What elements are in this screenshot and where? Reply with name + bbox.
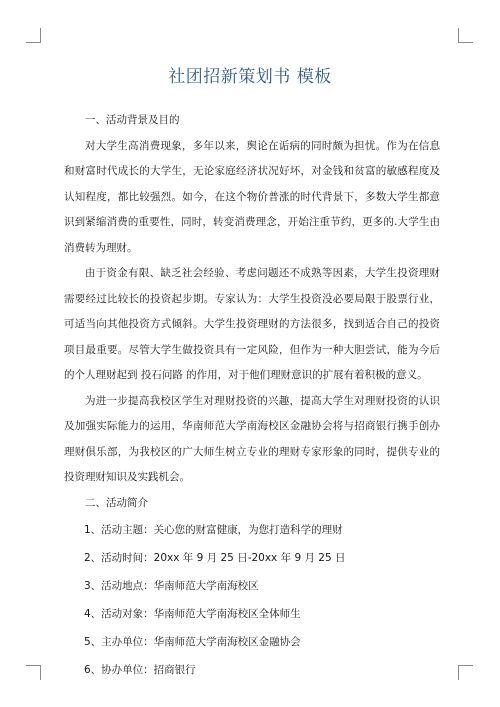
- paragraph: 为进一步提高我校区学生对理财投资的兴趣，提高大学生对理财投资的认识及加强实际能力的运用，华南师范大学南海校区金融协会将与招商银行携手创办理财俱乐部，为我校区的广大师生树立专业的理财专家形象的同时，提供专业的投资理财知识及实践机会。: [64, 394, 440, 483]
- list-item: 2、活动时间：20xx 年 9 月 25 日-20xx 年 9 月 25 日: [84, 552, 346, 564]
- list-item: 3、活动地点：华南师范大学南海校区: [84, 580, 259, 592]
- paragraph: 由于资金有限、缺乏社会经验、考虑问题还不成熟等因素，大学生投资理财需要经过比较长的投资起步期。专家认为：大学生投资没必要局限于股票行业，可适当向其他投资方式倾斜。大学生投资理财的方法很多，找到适合自己的投资项目最重要。尽管大学生做投资具有一定风险，但作为一种大胆尝试，能为今后的个人理财起到 投石问路 的作用，对于他们理财意识的扩展有着积极的意义。: [64, 267, 440, 381]
- crop-mark-bottom-left: [26, 665, 41, 680]
- list-item: 6、协办单位：招商银行: [84, 664, 196, 676]
- paragraph: 对大学生高消费现象，多年以来，舆论在诟病的同时颇为担忧。作为在信息和财富时代成长的大学生，无论家庭经济状况好坏，对金钱和贫富的敏感程度及认知程度，都比较强烈。如今，在这个物价普涨的时代背景下，多数大学生都意识到紧缩消费的重要性，同时，转变消费理念，开始注重节约，更多的.大学生由消费转为理财。: [64, 139, 440, 254]
- crop-mark-top-left: [26, 28, 41, 43]
- crop-mark-bottom-right: [458, 665, 473, 680]
- document-title: 社团招新策划书 模板: [168, 67, 332, 87]
- list-item: 5、主办单位：华南师范大学南海校区金融协会: [84, 636, 301, 648]
- list-item: 4、活动对象：华南师范大学南海校区全体师生: [84, 608, 301, 620]
- section-heading: 二、活动简介: [85, 496, 148, 509]
- crop-mark-top-right: [458, 28, 473, 43]
- document-body: [64, 108, 440, 684]
- list-item: 1、活动主题：关心您的财富健康，为您打造科学的理财: [84, 524, 343, 536]
- section-heading: 一、活动背景及目的: [85, 114, 180, 126]
